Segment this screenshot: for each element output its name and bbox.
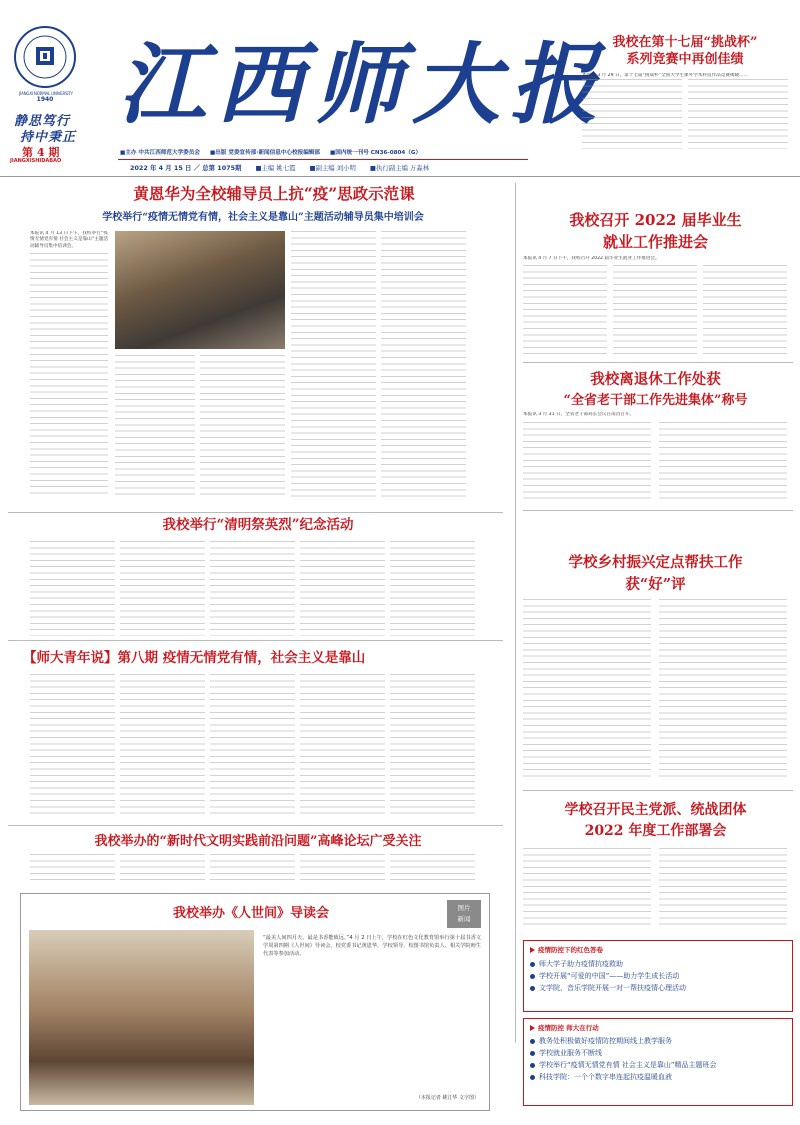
list-item-text: 学校就业服务不断线	[539, 1049, 602, 1057]
list-item-text: 教务处积极做好疫情防控期间线上教学服务	[539, 1037, 672, 1045]
list-item[interactable]	[530, 1059, 786, 1071]
list-item[interactable]	[530, 1035, 786, 1047]
article-graduate-employment	[523, 183, 793, 358]
article-9-title: 我校举办《人世间》导读会	[172, 906, 329, 921]
article-4-title-1: 我校离退休工作处获	[590, 371, 721, 388]
article-1-title: 黄恩华为全校辅导员上抗“疫”思政示范课	[133, 184, 415, 203]
training-photo	[115, 231, 285, 349]
triangle-icon	[530, 1025, 535, 1031]
article-youth-talk	[8, 642, 503, 822]
date-line	[130, 163, 525, 172]
article-6-title: 【师大青年说】第八期 疫情无情党有情，社会主义是靠山	[23, 650, 366, 666]
sidebar-box-1-title: 疫情防控下的红色答卷	[538, 946, 603, 954]
bullet-icon	[530, 1051, 535, 1056]
bullet-icon	[530, 1063, 535, 1068]
article-9-body: “最美人间四月天，最是书香能致远。”4 月 2 日上午，学校在红色文化教育馆举行第十届书香文学周第四期《人世间》导读会。校党委书记黄恩华，学校领导、校图书馆负责人、相关学院师生代表等参加活动。	[263, 935, 481, 957]
article-rural-revitalization	[523, 513, 793, 783]
exec-editor: ■执行副主编 万淼林	[369, 164, 430, 172]
article-2-title-1: 我校召开 2022 届毕业生	[569, 211, 742, 229]
university-seal	[14, 26, 76, 88]
list-item[interactable]	[530, 958, 786, 970]
bullet-icon	[530, 1075, 535, 1080]
bullet-icon	[530, 1039, 535, 1044]
reading-session-photo	[29, 930, 254, 1105]
bullet-icon	[530, 974, 535, 979]
article-3-title: 我校举行“清明祭英烈”纪念活动	[162, 517, 354, 533]
slogan-line-1: 静思笃行	[14, 114, 71, 129]
sidebar-box-2-list	[530, 1035, 786, 1083]
bullet-icon	[530, 962, 535, 967]
article-retirement-award	[523, 364, 793, 507]
article-8-title-2: 2022 年度工作部署会	[584, 823, 727, 839]
sidebar-box-2-head	[530, 1023, 786, 1032]
slogan-line-2: 持中秉正	[20, 130, 77, 145]
sponsor-label: ■主办 中共江西师范大学委员会	[120, 150, 200, 156]
issue-english: JIANGXISHIDABAO	[10, 158, 62, 164]
list-item[interactable]	[530, 970, 786, 982]
list-item[interactable]	[530, 1071, 786, 1083]
list-item-text: 文学院、音乐学院开展一对一帮扶疫情心理活动	[539, 984, 686, 992]
photo-news-tag	[447, 900, 481, 928]
article-4-lead: 本报讯 3 月 31 日，全省老干部局长会议在南昌召开。	[523, 412, 635, 417]
seal-english-name: JIANGXI NORMAL UNIVERSITY	[19, 91, 73, 96]
newspaper-title: 江西师大报	[118, 32, 609, 136]
list-item-text: 科技学院：一个个数字串连起抗疫温暖血液	[539, 1073, 672, 1081]
article-counselor-training	[8, 183, 496, 513]
top-right-headline-1: 我校在第十七届“挑战杯”	[612, 35, 758, 50]
publisher-label: ■出版 党委宣传部·新闻信息中心校报编辑部	[209, 150, 320, 156]
photo-tag-1: 图片	[457, 904, 471, 912]
article-2-lead: 本报讯 4 月 7 日下午，我校召开 2022 届毕业生就业工作推进会。	[523, 256, 660, 261]
photo-tag-2: 新闻	[457, 915, 471, 923]
chief-editor: ■主编 姚七霞	[255, 164, 296, 172]
issue-number: 第 4 期	[22, 146, 60, 159]
article-2-title-2: 就业工作推进会	[602, 233, 708, 251]
sidebar-box-1-list	[530, 958, 786, 994]
seal-year: 1940	[36, 96, 54, 103]
article-reading-session	[20, 893, 490, 1111]
article-1-lead: 本报讯 4 月 13 日下午，我校举行“疫情无情党有情 社会主义是靠山”主题活动辅导员集中培训会。	[30, 231, 108, 249]
article-4-title-2: “全省老干部工作先进集体”称号	[563, 393, 748, 408]
top-right-article	[582, 34, 788, 156]
publication-info-line	[120, 148, 515, 156]
sidebar-box-2-title: 疫情防控 师大在行动	[538, 1024, 599, 1032]
list-item-text: 师大学子助力疫情抗疫救助	[539, 960, 623, 968]
article-qingming	[8, 513, 503, 643]
sidebar-box-epidemic	[523, 940, 793, 1012]
top-right-headline-2: 系列竞赛中再创佳绩	[626, 52, 744, 67]
triangle-icon	[530, 947, 535, 953]
deputy-editor: ■副主编 刘小明	[309, 164, 356, 172]
article-5-title-1: 学校乡村振兴定点帮扶工作	[568, 554, 743, 571]
masthead-divider	[118, 159, 528, 160]
sidebar-box-action	[523, 1018, 793, 1106]
article-7-title: 我校举办的“新时代文明实践前沿问题”高峰论坛广受关注	[94, 834, 422, 849]
cn-label: ■国内统一刊号 CN36-0804（G）	[330, 150, 422, 156]
article-5-title-2: 获“好”评	[625, 576, 686, 593]
top-right-lead: 本报讯 3 月 29 日，第十七届“挑战杯”全国大学生课外学术科技作品竞赛揭晓……	[582, 73, 749, 78]
list-item-text: 学校举行“疫情无情党有情 社会主义是靠山”精品主题班会	[539, 1061, 717, 1069]
article-9-credit: （本报记者 姚江华 文字图）	[415, 1095, 479, 1101]
issue-date: 2022 年 4 月 15 日 ／ 总第 1075期	[130, 164, 242, 172]
list-item-text: 学校开展“可爱的中国”——助力学生成长活动	[539, 972, 680, 980]
article-1-subtitle: 学校举行“疫情无情党有情，社会主义是靠山”主题活动辅导员集中培训会	[102, 212, 424, 223]
article-democratic-parties	[523, 793, 793, 933]
bullet-icon	[530, 986, 535, 991]
article-forum	[8, 828, 503, 888]
article-8-title-1: 学校召开民主党派、统战团体	[564, 802, 747, 818]
sidebar-box-1-head	[530, 945, 786, 954]
list-item[interactable]	[530, 1047, 786, 1059]
list-item[interactable]	[530, 982, 786, 994]
